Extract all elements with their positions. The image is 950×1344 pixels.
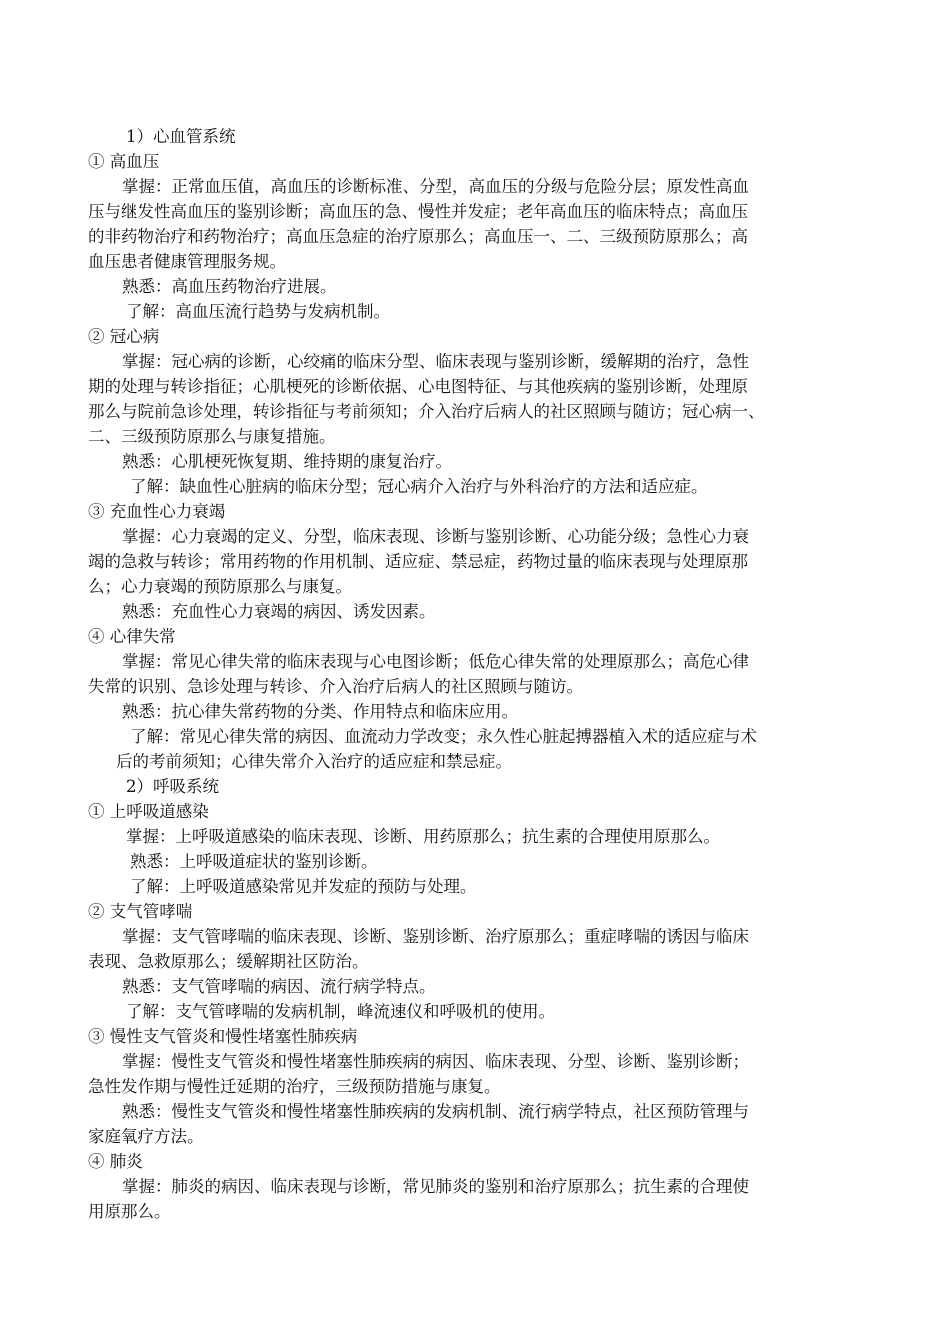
subheading-heart-failure: ③ 充血性心力衰竭 [88, 502, 226, 521]
subheading-arrhythmia: ④ 心律失常 [88, 627, 176, 646]
paragraph-line: 表现、急救原那么；缓解期社区防治。 [88, 952, 369, 971]
paragraph-line: 了解：上呼吸道感染常见并发症的预防与处理。 [130, 877, 477, 896]
paragraph-line: 了解：常见心律失常的病因、血流动力学改变；永久性心脏起搏器植入术的适应症与术 [130, 727, 757, 746]
paragraph-line: 掌握：常见心律失常的临床表现与心电图诊断；低危心律失常的处理原那么；高危心律 [122, 652, 749, 671]
paragraph-line: 么；心力衰竭的预防原那么与康复。 [88, 577, 352, 596]
paragraph-line: 失常的识别、急诊处理与转诊、介入治疗后病人的社区照顾与随访。 [88, 677, 583, 696]
paragraph-line: 熟悉：慢性支气管炎和慢性堵塞性肺疾病的发病机制、流行病学特点，社区预防管理与 [122, 1102, 749, 1121]
subheading-hypertension: ① 高血压 [88, 152, 160, 171]
subheading-pneumonia: ④ 肺炎 [88, 1152, 143, 1171]
paragraph-line: 二、三级预防原那么与康复措施。 [88, 427, 336, 446]
paragraph-line: 掌握：冠心病的诊断，心绞痛的临床分型、临床表现与鉴别诊断，缓解期的治疗，急性 [122, 352, 749, 371]
paragraph-line: 掌握：慢性支气管炎和慢性堵塞性肺疾病的病因、临床表现、分型、诊断、鉴别诊断； [122, 1052, 749, 1071]
paragraph-line: 熟悉：充血性心力衰竭的病因、诱发因素。 [122, 602, 436, 621]
paragraph-line: 那么与院前急诊处理，转诊指征与考前须知；介入治疗后病人的社区照顾与随访；冠心病一、 [88, 402, 765, 421]
document-body [88, 124, 868, 1224]
paragraph-line: 掌握：支气管哮喘的临床表现、诊断、鉴别诊断、治疗原那么；重症哮喘的诱因与临床 [122, 927, 749, 946]
paragraph-line: 熟悉：支气管哮喘的病因、流行病学特点。 [122, 977, 436, 996]
paragraph-line: 掌握：肺炎的病因、临床表现与诊断，常见肺炎的鉴别和治疗原那么；抗生素的合理使 [122, 1177, 749, 1196]
paragraph-line: 掌握：正常血压值，高血压的诊断标准、分型，高血压的分级与危险分层；原发性高血 [122, 177, 749, 196]
paragraph-line: 竭的急救与转诊；常用药物的作用机制、适应症、禁忌症，药物过量的临床表现与处理原那 [88, 552, 748, 571]
paragraph-line: 熟悉：抗心律失常药物的分类、作用特点和临床应用。 [122, 702, 518, 721]
paragraph-line: 急性发作期与慢性迁延期的治疗，三级预防措施与康复。 [88, 1077, 501, 1096]
paragraph-line: 的非药物治疗和药物治疗；高血压急症的治疗原那么；高血压一、二、三级预防原那么；高 [88, 227, 748, 246]
subheading-copd: ③ 慢性支气管炎和慢性堵塞性肺疾病 [88, 1027, 358, 1046]
paragraph-line: 熟悉：上呼吸道症状的鉴别诊断。 [130, 852, 378, 871]
subheading-coronary: ② 冠心病 [88, 327, 160, 346]
paragraph-line: 家庭氧疗方法。 [88, 1127, 204, 1146]
paragraph-line: 后的考前须知；心律失常介入治疗的适应症和禁忌症。 [116, 752, 512, 771]
paragraph-line: 血压患者健康管理服务规。 [88, 252, 286, 271]
section-heading-respiratory: 2）呼吸系统 [126, 777, 219, 796]
paragraph-line: 熟悉：心肌梗死恢复期、维持期的康复治疗。 [122, 452, 452, 471]
section-heading-cardiovascular: 1）心血管系统 [126, 127, 236, 146]
paragraph-line: 用原那么。 [88, 1202, 171, 1221]
paragraph-line: 熟悉：高血压药物治疗进展。 [122, 277, 337, 296]
paragraph-line: 了解：缺血性心脏病的临床分型；冠心病介入治疗与外科治疗的方法和适应症。 [130, 477, 708, 496]
paragraph-line: 了解：高血压流行趋势与发病机制。 [126, 302, 390, 321]
subheading-asthma: ② 支气管哮喘 [88, 902, 193, 921]
paragraph-line: 掌握：上呼吸道感染的临床表现、诊断、用药原那么；抗生素的合理使用原那么。 [126, 827, 720, 846]
paragraph-line: 了解：支气管哮喘的发病机制，峰流速仪和呼吸机的使用。 [126, 1002, 555, 1021]
paragraph-line: 期的处理与转诊指征；心肌梗死的诊断依据、心电图特征、与其他疾病的鉴别诊断，处理原 [88, 377, 748, 396]
paragraph-line: 压与继发性高血压的鉴别诊断；高血压的急、慢性并发症；老年高血压的临床特点；高血压 [88, 202, 748, 221]
paragraph-line: 掌握：心力衰竭的定义、分型，临床表现、诊断与鉴别诊断、心功能分级；急性心力衰 [122, 527, 749, 546]
subheading-uri: ① 上呼吸道感染 [88, 802, 209, 821]
